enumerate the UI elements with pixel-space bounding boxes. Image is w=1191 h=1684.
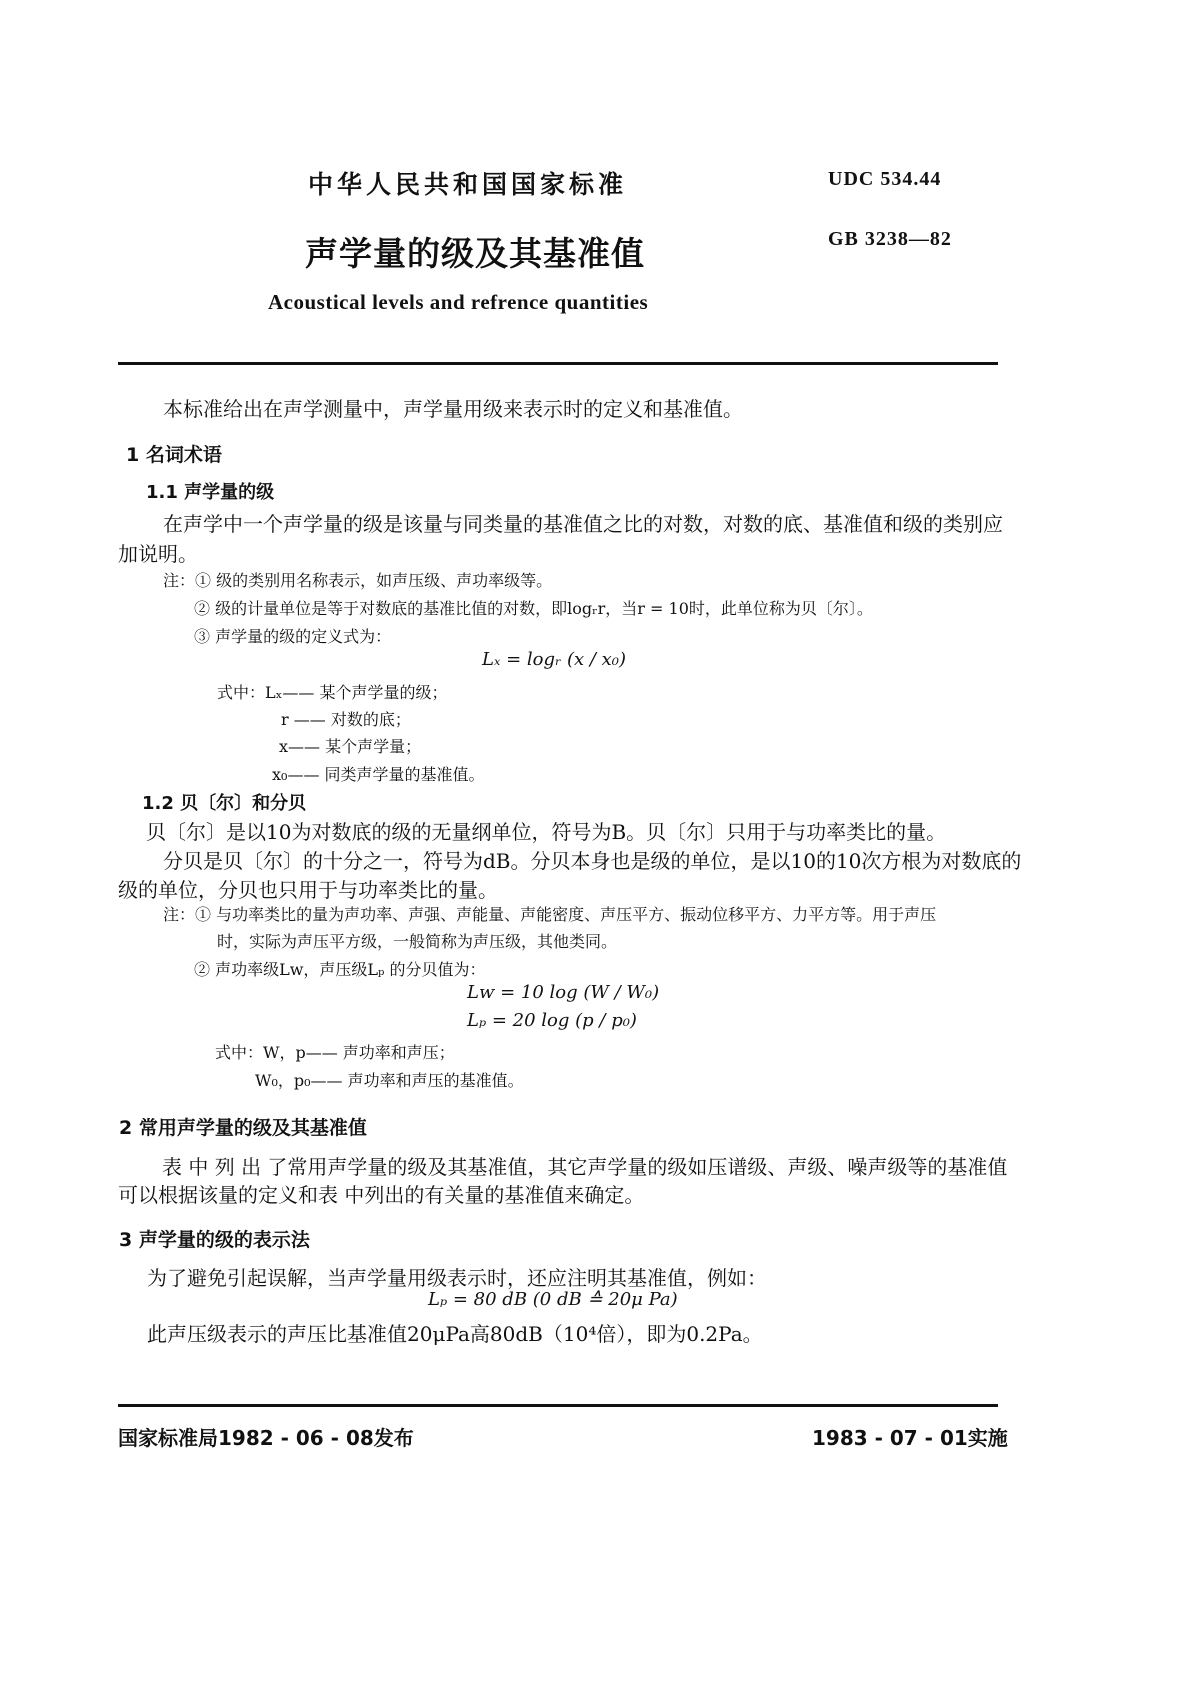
english-title: Acoustical levels and refrence quantities (268, 290, 649, 314)
issued-date: 国家标准局1982 - 06 - 08发布 (118, 1426, 414, 1450)
section-1-1-heading: 1.1 声学量的级 (146, 482, 275, 503)
footer-divider (118, 1404, 998, 1407)
udc-code: UDC 534.44 (828, 168, 942, 190)
note-1-2-2: ② 声功率级Lᴡ，声压级Lₚ 的分贝值为： (194, 960, 486, 979)
section-2-paragraph-line1: 表 中 列 出 了常用声学量的级及其基准值，其它声学量的级如压谱级、声级、噪声级等的基准值 (162, 1155, 1008, 1179)
note-1-2-1-line2: 时，实际为声压平方级，一般简称为声压级，其他类同。 (217, 932, 618, 951)
section-3-paragraph-1: 为了避免引起误解，当声学量用级表示时，还应注明其基准值，例如： (147, 1266, 767, 1290)
note-1-2-1-line1: 注：① 与功率类比的量为声功率、声强、声能量、声能密度、声压平方、振动位移平方、力平方等。用于声压 (163, 905, 937, 924)
section-1-2-paragraph-2-line2: 级的单位，分贝也只用于与功率类比的量。 (118, 878, 498, 902)
section-2-heading: 2 常用声学量的级及其基准值 (119, 1117, 367, 1139)
standard-label: 中华人民共和国国家标准 (308, 170, 628, 199)
note-1-1-3: ③ 声学量的级的定义式为： (194, 627, 392, 646)
sound-power-level-formula: Lᴡ = 10 log (W / W₀) (467, 982, 660, 1003)
where-x: x—— 某个声学量； (279, 737, 422, 756)
where-r: r —— 对数的底； (281, 710, 411, 729)
section-1-2-paragraph-1: 贝〔尔〕是以10为对数底的级的无量纲单位，符号为B。贝〔尔〕只用于与功率类比的量。 (146, 820, 947, 844)
note-1-1-2: ② 级的计量单位是等于对数底的基准比值的对数，即logᵣr，当r = 10时，此单位称为贝〔尔〕。 (194, 599, 873, 618)
section-2-paragraph-line2: 可以根据该量的定义和表 中列出的有关量的基准值来确定。 (118, 1183, 645, 1207)
intro-paragraph: 本标准给出在声学测量中，声学量用级来表示时的定义和基准值。 (163, 397, 743, 421)
section-3-paragraph-2: 此声压级表示的声压比基准值20μPa高80dB（10⁴倍），即为0.2Pa。 (147, 1322, 763, 1346)
header-divider (118, 362, 998, 365)
section-1-1-paragraph-line2: 加说明。 (118, 542, 198, 566)
section-1-heading: 1 名词术语 (126, 444, 222, 466)
sound-pressure-level-formula: Lₚ = 20 log (p / p₀) (467, 1010, 637, 1031)
section-3-heading: 3 声学量的级的表示法 (119, 1229, 310, 1251)
section-1-1-paragraph-line1: 在声学中一个声学量的级是该量与同类量的基准值之比的对数，对数的底、基准值和级的类别应 (163, 512, 1003, 536)
example-formula: Lₚ = 80 dB (0 dB ≙ 20μ Pa) (428, 1289, 678, 1310)
document-title: 声学量的级及其基准值 (305, 234, 645, 273)
gb-code: GB 3238—82 (828, 228, 952, 250)
section-1-2-heading: 1.2 贝〔尔〕和分贝 (142, 793, 307, 814)
where-x0: x₀—— 同类声学量的基准值。 (272, 765, 485, 784)
effective-date: 1983 - 07 - 01实施 (812, 1426, 1008, 1450)
level-definition-formula: Lₓ = logᵣ (x / x₀) (482, 649, 627, 670)
where-w-p: 式中：W，p—— 声功率和声压； (215, 1043, 455, 1062)
note-1-1-1: 注：① 级的类别用名称表示，如声压级、声功率级等。 (163, 571, 553, 590)
section-1-2-paragraph-2-line1: 分贝是贝〔尔〕的十分之一，符号为dB。分贝本身也是级的单位，是以10的10次方根为对数底的 (163, 849, 1022, 873)
where-lx: 式中：Lₓ—— 某个声学量的级； (217, 683, 448, 702)
where-w0-p0: W₀，p₀—— 声功率和声压的基准值。 (255, 1071, 524, 1090)
